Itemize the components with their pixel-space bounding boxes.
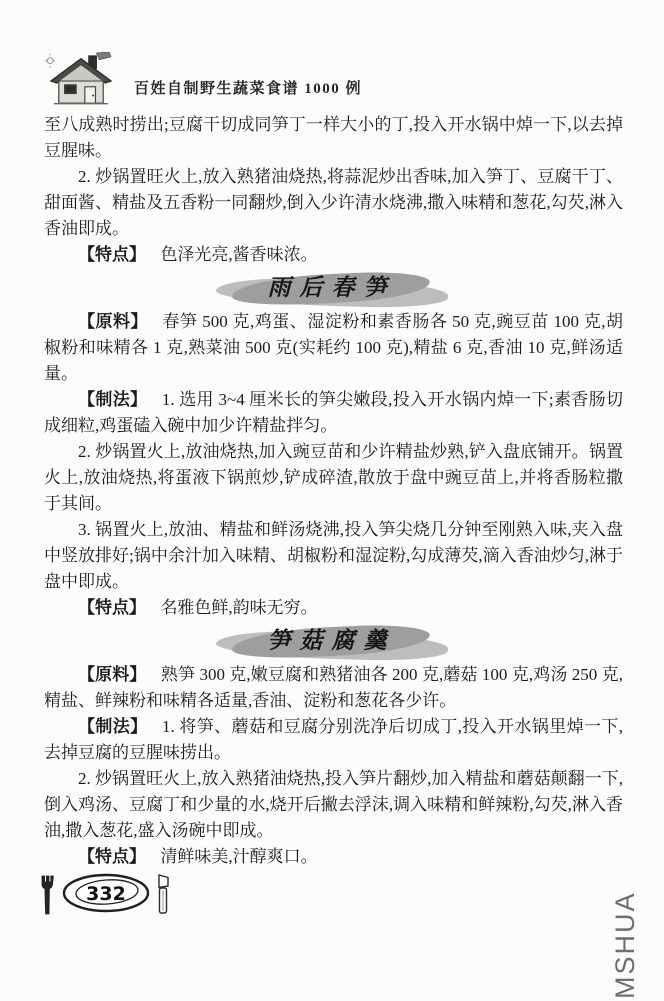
recipe-heading-row	[44, 271, 623, 306]
recipe-paragraphs	[44, 309, 623, 621]
paragraph	[44, 662, 623, 714]
paragraph	[44, 517, 623, 595]
paragraph-label: 【原料】	[78, 312, 149, 331]
paragraph-label: 【特点】	[78, 847, 146, 866]
page-footer	[36, 870, 176, 918]
paragraph-text: 春笋 500 克,鸡蛋、湿淀粉和素香肠各 50 克,豌豆苗 100 克,胡椒粉和味精各 1 克,熟菜油 500 克(实耗约 100 克),精盐 6 克,香油 10 克,鲜汤适量。	[44, 312, 624, 383]
paragraph-text: 色泽光亮,酱香味浓。	[160, 245, 318, 264]
paragraph-text: 2. 炒锅置旺火上,放入熟猪油烧热,投入笋片翻炒,加入精盐和蘑菇颠翻一下,倒入鸡汤、豆腐丁和少量的水,烧开后撇去浮沫,调入味精和鲜辣粉,勾芡,淋入香油,撒入葱花,盛入汤碗中即成。	[44, 769, 623, 840]
paragraph-label: 【特点】	[78, 598, 146, 617]
paragraph-text: 2. 炒锅置火上,放油烧热,加入豌豆苗和少许精盐炒熟,铲入盘底铺开。锅置火上,放油烧热,将蛋液下锅煎炒,铲成碎渣,散放于盘中豌豆苗上,并将香肠粒撒于其间。	[44, 442, 623, 513]
paragraph-text: 至八成熟时捞出;豆腐干切成同笋丁一样大小的丁,投入开水锅中焯一下,以去掉豆腥味。	[44, 115, 623, 160]
paragraph-text: 清鲜味美,汁醇爽口。	[160, 847, 318, 866]
paragraph-text: 名雅色鲜,韵味无穷。	[160, 598, 318, 617]
continuation-block	[44, 112, 623, 268]
paragraph	[44, 242, 623, 268]
paragraph-text: 熟笋 300 克,嫩豆腐和熟猪油各 200 克,蘑菇 100 克,鸡汤 250 克,精盐、鲜辣粉和味精各适量,香油、淀粉和葱花各少许。	[44, 665, 624, 710]
paragraph	[44, 714, 623, 766]
brush-stroke-background	[246, 271, 422, 306]
page-number: 332	[86, 883, 126, 905]
page-header	[44, 52, 604, 108]
paragraph	[44, 112, 623, 164]
book-title: 百姓自制野生蔬菜食谱 1000 例	[134, 80, 363, 97]
page-body	[44, 112, 623, 870]
paragraph-text: 3. 锅置火上,放油、精盐和鲜汤烧沸,投入笋尖烧几分钟至刚熟入味,夹入盘中竖放排好;锅中余汁加入味精、胡椒粉和湿淀粉,勾成薄芡,滴入香油炒匀,淋于盘中即成。	[44, 520, 623, 591]
paragraph	[44, 164, 623, 242]
fork-icon	[42, 876, 53, 914]
plate-icon	[64, 875, 148, 911]
recipe-section-2	[44, 624, 623, 870]
paragraph	[44, 595, 623, 621]
paragraph	[44, 439, 623, 517]
paragraph-label: 【制法】	[78, 390, 148, 409]
paragraph-label: 【特点】	[78, 245, 146, 264]
paragraph	[44, 309, 623, 387]
recipe-title: 雨后春笋	[267, 275, 396, 300]
paragraph	[44, 844, 623, 870]
paragraph-text: 1. 选用 3~4 厘米长的笋尖嫩段,投入开水锅内焯一下;素香肠切成细粒,鸡蛋磕入碗中加少许精盐拌匀。	[44, 390, 623, 435]
recipe-heading-row	[44, 624, 623, 659]
watermark: MSHUA	[610, 891, 640, 999]
paragraph	[44, 766, 623, 844]
recipe-title: 笋菇腐羹	[267, 628, 396, 653]
paragraph-text: 1. 将笋、蘑菇和豆腐分别洗净后切成丁,投入开水锅里焯一下,去掉豆腐的豆腥味捞出。	[44, 717, 624, 762]
recipe-paragraphs	[44, 662, 623, 870]
brush-stroke-background	[246, 624, 422, 659]
paragraph-label: 【原料】	[78, 665, 147, 684]
knife-icon	[159, 875, 168, 913]
paragraph-text: 2. 炒锅置旺火上,放入熟猪油烧热,将蒜泥炒出香味,加入笋丁、豆腐干丁、甜面酱、精盐及五香粉一同翻炒,倒入少许清水烧沸,撒入味精和葱花,勾芡,淋入香油即成。	[44, 167, 623, 238]
paragraph	[44, 387, 623, 439]
recipe-section-1	[44, 271, 623, 621]
paragraph-label: 【制法】	[78, 717, 148, 736]
house-icon	[44, 52, 118, 108]
